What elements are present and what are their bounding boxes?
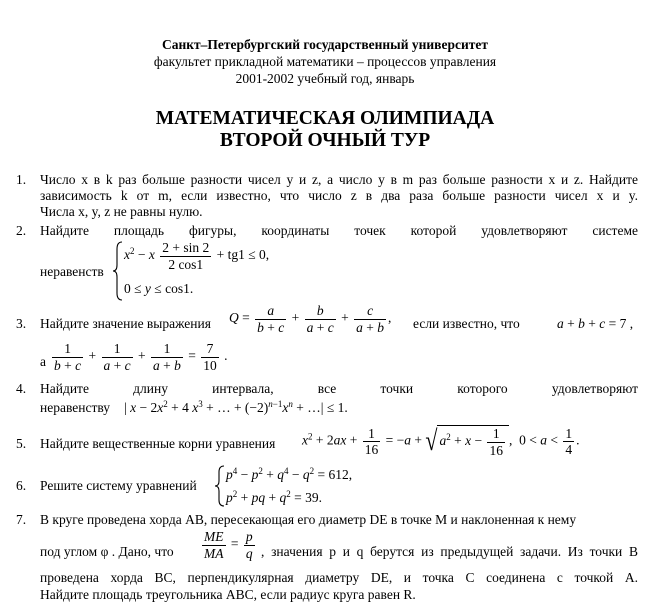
problem-text-cont: неравенству bbox=[40, 400, 111, 415]
problem-number: 7. bbox=[16, 512, 27, 527]
problem-text-cont: если известно, что bbox=[413, 316, 520, 331]
problem-text: Решите систему уравнений bbox=[40, 478, 197, 493]
problem-number: 2. bbox=[16, 223, 27, 238]
faculty-name: факультет прикладной математики – процессов управления bbox=[153, 54, 497, 69]
problem-text: Найдите вещественные корни уравнения bbox=[40, 436, 276, 451]
problem-3 bbox=[16, 303, 638, 381]
problem-number: 1. bbox=[16, 172, 27, 187]
page-subtitle: ВТОРОЙ ОЧНЫЙ ТУР bbox=[219, 130, 431, 151]
expression-q: Q = $\frac{a}{b + c}$ + $\frac{b}{a + c}$ + $\frac{c}{a + b}$ , bbox=[229, 303, 392, 335]
problem-5 bbox=[16, 425, 638, 465]
problem-1 bbox=[16, 172, 638, 222]
system-brace bbox=[214, 465, 226, 507]
root-equation: $x^2 + 2ax$ + $\frac{1}{16}$ = −a + √ $a^2 + x$ − $\frac{1}{16}$ , 0 < a < $\frac{1}{4}$ . bbox=[302, 424, 580, 458]
problem-text-cont: под углом φ . Дано, что bbox=[40, 544, 174, 559]
problem-number: 5. bbox=[16, 436, 27, 451]
problem-2 bbox=[16, 223, 638, 303]
problem-number: 4. bbox=[16, 381, 27, 396]
problem-text: Найдите площадь фигуры, координаты точек которой удовлетворяют системе bbox=[40, 223, 638, 238]
university-name: Санкт–Петербургский государственный университет bbox=[161, 37, 488, 52]
academic-year: 2001-2002 учебный год, январь bbox=[235, 71, 415, 86]
problem-number: 6. bbox=[16, 478, 27, 493]
problem-text-cont: а bbox=[40, 354, 46, 369]
problem-text: Найдите длину интервала, все точки которого удовлетворяют bbox=[40, 381, 638, 396]
problem-text: Число x в k раз больше разности чисел y и z, а число y в m раз больше разности x и z. Найдите зависимость k от m, если известно, что число z в два раза больше разности чисел x и y. Числа x, y, z не равны нулю. bbox=[40, 172, 638, 219]
inequality-1: $x^2 - x$ $\frac{2 + \sin 2}{2 \cos 1}$ + tg1 ≤ 0, bbox=[124, 240, 270, 272]
condition-reciprocal: $\frac{1}{b + c}$ + $\frac{1}{a + c}$ + $\frac{1}{a + b}$ = $\frac{7}{10}$ . bbox=[54, 341, 228, 373]
problem-text: Найдите значение выражения bbox=[40, 316, 211, 331]
equation-1: $p^4 - p^2 + q^4 - q^2 = 612$, bbox=[226, 466, 353, 482]
problem-6 bbox=[16, 464, 638, 508]
problem-text-cont: проведена хорда BC, перпендикулярная диаметру DE, и точка C соединена с точкой A. bbox=[40, 570, 638, 585]
problem-7 bbox=[16, 512, 638, 604]
system-brace bbox=[112, 241, 124, 301]
page-title: МАТЕМАТИЧЕСКАЯ ОЛИМПИАДА bbox=[155, 108, 495, 129]
problem-4 bbox=[16, 381, 638, 417]
problem-text-cont: Найдите площадь треугольника ABC, если радиус круга равен R. bbox=[40, 587, 416, 602]
problem-number: 3. bbox=[16, 316, 27, 331]
inequality-2: 0 ≤ y ≤ cos1. bbox=[124, 281, 194, 296]
condition-sum: a + b + c = 7 , bbox=[557, 316, 634, 331]
series-inequality: | $x - 2x^2 + 4$ $x^3$ + … + $(-2)^{n-1}x^n$ + …| ≤ 1. bbox=[124, 399, 348, 415]
problem-text: В круге проведена хорда AB, пересекающая его диаметр DE в точке M и наклоненная к нему bbox=[40, 512, 577, 527]
ratio-formula: $\frac{ME}{MA}$ = $\frac{p}{q}$ bbox=[204, 529, 253, 561]
problem-text-cont: , значения p и q берутся из предыдущей задачи. Из точки B bbox=[261, 544, 638, 559]
problem-text-cont: неравенств bbox=[40, 264, 104, 279]
equation-2: $p^2$ + pq + $q^2 = 39$. bbox=[226, 489, 322, 505]
